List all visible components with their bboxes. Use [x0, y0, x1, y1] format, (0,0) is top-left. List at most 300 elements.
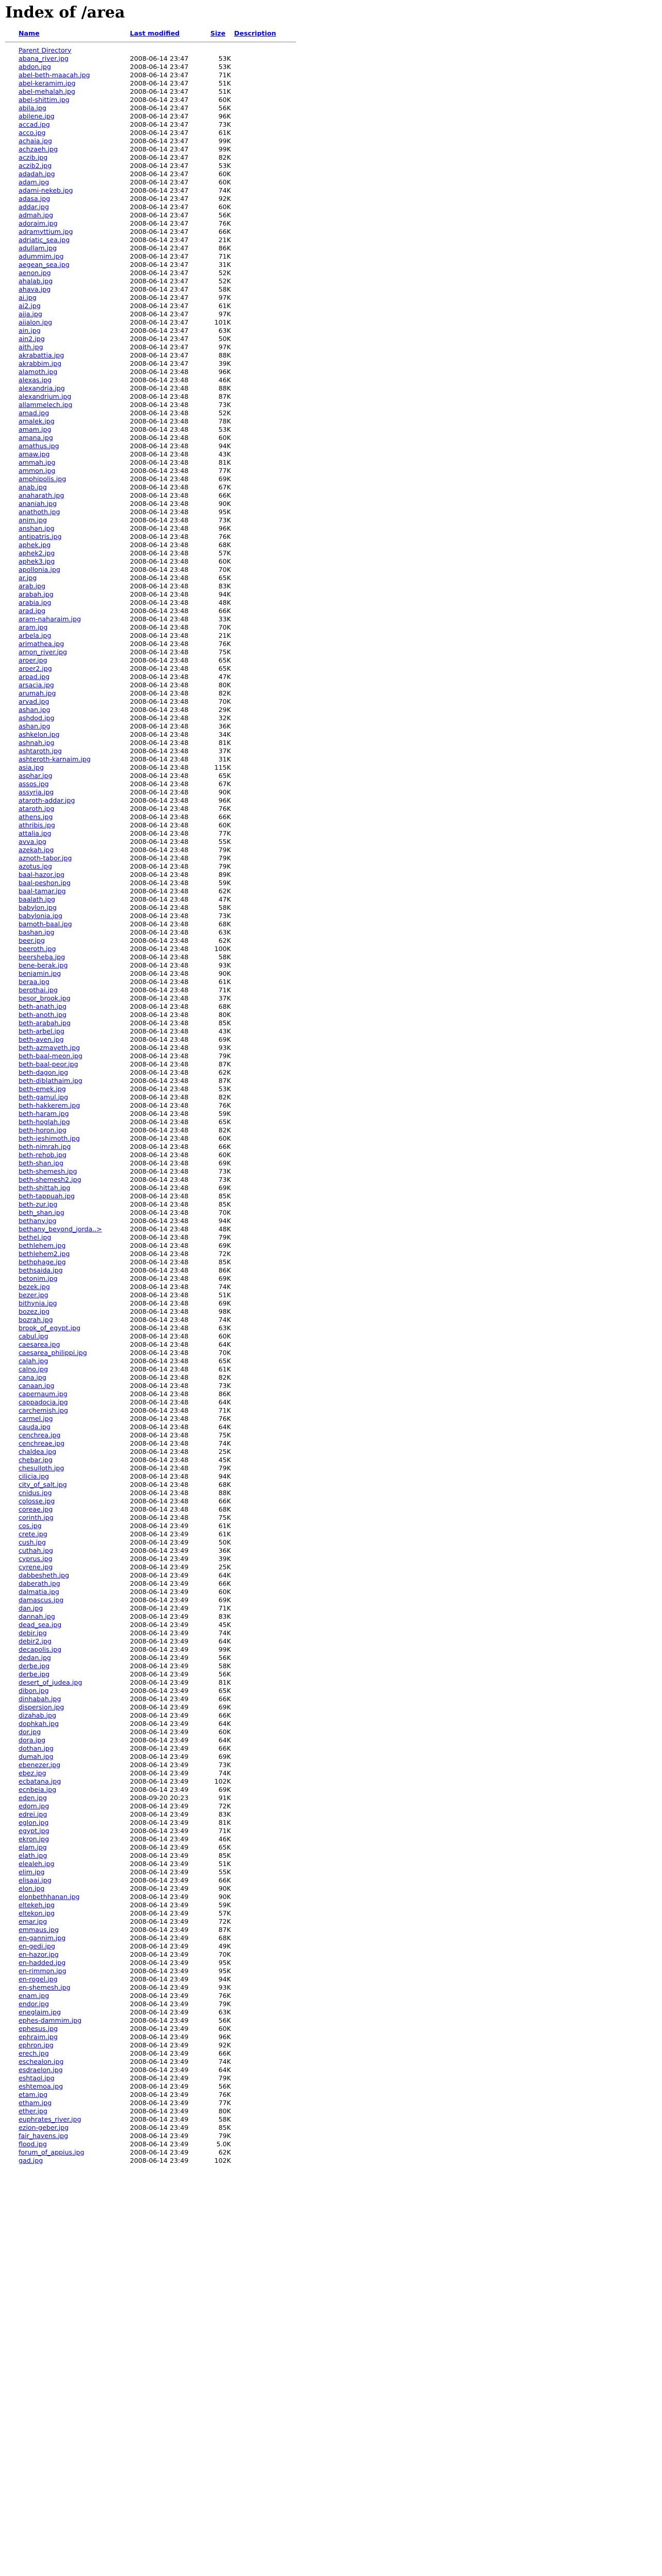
file-link[interactable]: beth-baal-peor.jpg	[19, 1060, 78, 1068]
file-link[interactable]: caesarea.jpg	[19, 1340, 60, 1348]
file-link[interactable]: amad.jpg	[19, 409, 49, 417]
file-link[interactable]: baal-peshon.jpg	[19, 878, 71, 887]
file-link[interactable]: beth-shittah.jpg	[19, 1183, 71, 1192]
file-link[interactable]: athribis.jpg	[19, 821, 55, 829]
file-link[interactable]: betonim.jpg	[19, 1274, 58, 1282]
file-link[interactable]: bithynia.jpg	[19, 1299, 57, 1307]
file-link[interactable]: anim.jpg	[19, 516, 47, 524]
file-link[interactable]: asia.jpg	[19, 763, 44, 771]
file-link[interactable]: anaharath.jpg	[19, 491, 64, 499]
file-link[interactable]: anshan.jpg	[19, 524, 55, 532]
file-link[interactable]: ebez.jpg	[19, 1769, 46, 1777]
file-link[interactable]: ar.jpg	[19, 573, 37, 582]
file-link[interactable]: city_of_salt.jpg	[19, 1480, 67, 1488]
file-link[interactable]: dor.jpg	[19, 1727, 41, 1736]
sort-by-name-link[interactable]: Name	[19, 29, 40, 37]
file-link[interactable]: arabia.jpg	[19, 598, 52, 606]
file-link[interactable]: etam.jpg	[19, 2090, 48, 2098]
file-link[interactable]: ashan.jpg	[19, 705, 51, 714]
file-link[interactable]: assos.jpg	[19, 779, 49, 788]
image-file-icon	[5, 1488, 19, 1497]
file-link[interactable]: asphar.jpg	[19, 771, 53, 779]
parent-directory-link[interactable]: Parent Directory	[19, 46, 72, 54]
file-link[interactable]: adramyttium.jpg	[19, 227, 73, 235]
file-link[interactable]: beth-gamul.jpg	[19, 1093, 69, 1101]
file-size: 45K	[218, 1620, 231, 1629]
file-link[interactable]: ephraim.jpg	[19, 2032, 58, 2041]
file-size: 63K	[218, 1324, 231, 1332]
file-link[interactable]: bashan.jpg	[19, 928, 55, 936]
file-link[interactable]: beth-haram.jpg	[19, 1109, 69, 1117]
file-link[interactable]: carmel.jpg	[19, 1414, 53, 1422]
file-description	[234, 2016, 299, 2024]
file-link[interactable]: bene-berak.jpg	[19, 961, 68, 969]
file-link[interactable]: ecbatana.jpg	[19, 1777, 61, 1785]
file-link[interactable]: ekron.jpg	[19, 1835, 49, 1843]
file-link[interactable]: abilene.jpg	[19, 112, 55, 120]
file-link[interactable]: bozrah.jpg	[19, 1315, 53, 1324]
file-link[interactable]: gad.jpg	[19, 2156, 43, 2164]
file-link[interactable]: en-rogel.jpg	[19, 1975, 58, 1983]
file-link[interactable]: aenon.jpg	[19, 268, 51, 277]
file-link[interactable]: beth-rehob.jpg	[19, 1150, 67, 1159]
file-link[interactable]: bezek.jpg	[19, 1282, 50, 1291]
file-link[interactable]: beth-horon.jpg	[19, 1126, 67, 1134]
file-size: 76K	[218, 1101, 231, 1109]
file-description	[234, 812, 299, 821]
file-link[interactable]: aram-naharaim.jpg	[19, 615, 81, 623]
file-link[interactable]: arab.jpg	[19, 582, 46, 590]
file-link[interactable]: aroer2.jpg	[19, 664, 52, 672]
file-link[interactable]: corinth.jpg	[19, 1513, 54, 1521]
image-file-icon	[5, 730, 19, 738]
file-last-modified: 2008-06-14 23:47	[130, 71, 189, 79]
file-link[interactable]: eden.jpg	[19, 1793, 47, 1802]
file-link[interactable]: bethsaida.jpg	[19, 1266, 63, 1274]
file-link[interactable]: brook_of_egypt.jpg	[19, 1324, 80, 1332]
file-link[interactable]: admah.jpg	[19, 211, 54, 219]
file-link[interactable]: beth-dagon.jpg	[19, 1068, 69, 1076]
file-link[interactable]: adummim.jpg	[19, 252, 64, 260]
file-link[interactable]: carchemish.jpg	[19, 1406, 68, 1414]
file-link[interactable]: eneglaim.jpg	[19, 2008, 61, 2016]
file-link[interactable]: amalek.jpg	[19, 417, 55, 425]
file-link[interactable]: besor_brook.jpg	[19, 994, 71, 1002]
file-link[interactable]: beth-diblathaim.jpg	[19, 1076, 82, 1084]
file-link[interactable]: ammah.jpg	[19, 458, 56, 466]
file-link[interactable]: beth-hoglah.jpg	[19, 1117, 70, 1126]
image-file-icon	[5, 1365, 19, 1373]
file-link[interactable]: beth-aven.jpg	[19, 1035, 64, 1043]
file-link[interactable]: erech.jpg	[19, 2049, 49, 2057]
file-link[interactable]: assyria.jpg	[19, 788, 54, 796]
file-link[interactable]: cenchreae.jpg	[19, 1439, 65, 1447]
file-link[interactable]: cuthah.jpg	[19, 1546, 54, 1554]
file-link[interactable]: beth-zur.jpg	[19, 1200, 58, 1208]
file-link[interactable]: beth_shan.jpg	[19, 1208, 64, 1216]
file-link[interactable]: amaw.jpg	[19, 450, 50, 458]
file-link[interactable]: achzaeh.jpg	[19, 145, 58, 153]
file-link[interactable]: amphipolis.jpg	[19, 474, 67, 483]
file-size: 67K	[218, 779, 231, 788]
file-link[interactable]: cappadocia.jpg	[19, 1398, 68, 1406]
file-link[interactable]: beth-baal-meon.jpg	[19, 1052, 82, 1060]
file-link[interactable]: abel-shittim.jpg	[19, 95, 70, 104]
file-link[interactable]: ether.jpg	[19, 2107, 47, 2115]
file-link[interactable]: beth-tappuah.jpg	[19, 1192, 75, 1200]
file-link[interactable]: ataroth-addar.jpg	[19, 796, 75, 804]
file-link[interactable]: acco.jpg	[19, 128, 46, 137]
file-link[interactable]: dinhabah.jpg	[19, 1694, 61, 1703]
file-link[interactable]: apollonia.jpg	[19, 565, 60, 573]
file-link[interactable]: dothan.jpg	[19, 1744, 54, 1752]
file-link[interactable]: ai2.jpg	[19, 301, 41, 310]
file-link[interactable]: damascus.jpg	[19, 1596, 64, 1604]
file-last-modified: 2008-06-14 23:48	[130, 1084, 189, 1093]
file-description	[234, 137, 299, 145]
file-link[interactable]: beth-arbel.jpg	[19, 1027, 64, 1035]
file-link[interactable]: ataroth.jpg	[19, 804, 55, 812]
file-row	[5, 763, 299, 771]
file-link[interactable]: allammelech.jpg	[19, 400, 73, 409]
file-link[interactable]: amana.jpg	[19, 433, 53, 442]
file-link[interactable]: abdon.jpg	[19, 62, 51, 71]
file-description	[234, 582, 299, 590]
file-link[interactable]: arsacia.jpg	[19, 681, 54, 689]
file-link[interactable]: chebar.jpg	[19, 1455, 53, 1464]
file-link[interactable]: dora.jpg	[19, 1736, 46, 1744]
file-link[interactable]: desert_of_judea.jpg	[19, 1678, 82, 1686]
file-link[interactable]: elisaai.jpg	[19, 1876, 52, 1884]
file-link[interactable]: ebenezer.jpg	[19, 1760, 61, 1769]
file-link[interactable]: arpad.jpg	[19, 672, 50, 681]
file-description	[234, 961, 299, 969]
file-link[interactable]: ashtaroth.jpg	[19, 747, 62, 755]
file-link[interactable]: bethany_beyond_jorda..>	[19, 1225, 102, 1233]
file-link[interactable]: dizahab.jpg	[19, 1711, 57, 1719]
file-link[interactable]: capernaum.jpg	[19, 1389, 68, 1398]
file-link[interactable]: akrabattia.jpg	[19, 351, 64, 359]
file-link[interactable]: cenchrea.jpg	[19, 1431, 61, 1439]
file-link[interactable]: abana_river.jpg	[19, 54, 69, 62]
file-link[interactable]: babylonia.jpg	[19, 911, 63, 920]
file-link[interactable]: beraa.jpg	[19, 977, 49, 986]
file-link[interactable]: dan.jpg	[19, 1604, 43, 1612]
file-link[interactable]: ephesus.jpg	[19, 2024, 58, 2032]
file-row	[5, 1868, 299, 1876]
file-link[interactable]: ashkelon.jpg	[19, 730, 60, 738]
file-link[interactable]: ephron.jpg	[19, 2041, 54, 2049]
file-link[interactable]: ezion-geber.jpg	[19, 2123, 69, 2131]
file-link[interactable]: adriatic_sea.jpg	[19, 235, 70, 244]
file-link[interactable]: dibon.jpg	[19, 1686, 49, 1694]
file-link[interactable]: baal-tamar.jpg	[19, 887, 66, 895]
file-link[interactable]: cabul.jpg	[19, 1332, 48, 1340]
file-link[interactable]: benjamin.jpg	[19, 969, 61, 977]
sort-by-size-link[interactable]: Size	[210, 29, 226, 37]
file-link[interactable]: amam.jpg	[19, 425, 52, 433]
file-link[interactable]: ephes-dammim.jpg	[19, 2016, 82, 2024]
file-link[interactable]: adami-nekeb.jpg	[19, 186, 73, 194]
file-link[interactable]: en-hadded.jpg	[19, 1958, 66, 1967]
file-row	[5, 557, 299, 565]
file-link[interactable]: cnidus.jpg	[19, 1488, 52, 1497]
file-link[interactable]: elath.jpg	[19, 1851, 47, 1859]
file-link[interactable]: edrei.jpg	[19, 1810, 47, 1818]
file-link[interactable]: arabah.jpg	[19, 590, 54, 598]
file-link[interactable]: amathus.jpg	[19, 442, 59, 450]
file-link[interactable]: beth-shemesh2.jpg	[19, 1175, 81, 1183]
file-link[interactable]: anathoth.jpg	[19, 507, 60, 516]
file-link[interactable]: eltekeh.jpg	[19, 1901, 55, 1909]
file-link[interactable]: azekah.jpg	[19, 845, 54, 854]
file-link[interactable]: baal-hazor.jpg	[19, 870, 64, 878]
file-link[interactable]: edom.jpg	[19, 1802, 49, 1810]
file-link[interactable]: ahalab.jpg	[19, 277, 53, 285]
file-link[interactable]: en-hazor.jpg	[19, 1950, 59, 1958]
file-link[interactable]: emar.jpg	[19, 1917, 47, 1925]
file-link[interactable]: beth-nimrah.jpg	[19, 1142, 71, 1150]
file-link[interactable]: aijalon.jpg	[19, 318, 53, 326]
file-link[interactable]: dead_sea.jpg	[19, 1620, 62, 1629]
file-link[interactable]: aphek3.jpg	[19, 557, 55, 565]
file-link[interactable]: arbela.jpg	[19, 631, 52, 639]
file-link[interactable]: enam.jpg	[19, 1991, 49, 1999]
file-link[interactable]: aphek2.jpg	[19, 549, 55, 557]
file-link[interactable]: colosse.jpg	[19, 1497, 55, 1505]
file-link[interactable]: eshtaol.jpg	[19, 2074, 55, 2082]
file-link[interactable]: aphek.jpg	[19, 540, 51, 549]
file-link[interactable]: egypt.jpg	[19, 1826, 49, 1835]
file-link[interactable]: beth-shemesh.jpg	[19, 1167, 77, 1175]
file-link[interactable]: dispersion.jpg	[19, 1703, 64, 1711]
file-link[interactable]: anab.jpg	[19, 483, 47, 491]
file-link[interactable]: calno.jpg	[19, 1365, 48, 1373]
file-link[interactable]: bethel.jpg	[19, 1233, 52, 1241]
page-title: Index of /area	[5, 4, 125, 22]
file-link[interactable]: derbe.jpg	[19, 1670, 50, 1678]
file-last-modified: 2008-06-14 23:49	[130, 1554, 189, 1563]
file-link[interactable]: bamoth-baal.jpg	[19, 920, 72, 928]
file-link[interactable]: abel-beth-maacah.jpg	[19, 71, 90, 79]
file-row	[5, 62, 299, 71]
file-link[interactable]: ashteroth-karnaim.jpg	[19, 755, 91, 763]
file-link[interactable]: baalath.jpg	[19, 895, 56, 903]
file-link[interactable]: aith.jpg	[19, 343, 43, 351]
file-row	[5, 870, 299, 878]
file-link[interactable]: bethlehem.jpg	[19, 1241, 66, 1249]
file-link[interactable]: crete.jpg	[19, 1530, 47, 1538]
file-link[interactable]: adoraim.jpg	[19, 219, 58, 227]
file-link[interactable]: endor.jpg	[19, 1999, 49, 2008]
file-link[interactable]: coreae.jpg	[19, 1505, 53, 1513]
file-link[interactable]: en-gannim.jpg	[19, 1934, 66, 1942]
file-link[interactable]: ahava.jpg	[19, 285, 51, 293]
file-link[interactable]: dalmatia.jpg	[19, 1587, 59, 1596]
file-link[interactable]: aroer.jpg	[19, 656, 47, 664]
file-link[interactable]: babylon.jpg	[19, 903, 57, 911]
file-link[interactable]: ashdod.jpg	[19, 714, 55, 722]
file-link[interactable]: bezer.jpg	[19, 1291, 48, 1299]
file-link[interactable]: adadah.jpg	[19, 170, 55, 178]
file-link[interactable]: arnon_river.jpg	[19, 648, 68, 656]
file-link[interactable]: elim.jpg	[19, 1868, 45, 1876]
file-link[interactable]: bethphage.jpg	[19, 1258, 66, 1266]
file-row	[5, 1373, 299, 1381]
file-link[interactable]: beth-arabah.jpg	[19, 1019, 71, 1027]
file-link[interactable]: fair_havens.jpg	[19, 2131, 69, 2140]
file-row	[5, 549, 299, 557]
file-size: 78K	[218, 417, 231, 425]
file-link[interactable]: chaldea.jpg	[19, 1447, 57, 1455]
file-link[interactable]: aram.jpg	[19, 623, 48, 631]
file-link[interactable]: aczib2.jpg	[19, 161, 52, 170]
file-row	[5, 1587, 299, 1596]
file-link[interactable]: abel-mehalah.jpg	[19, 87, 75, 95]
file-link[interactable]: adam.jpg	[19, 178, 49, 186]
file-link[interactable]: bethlehem2.jpg	[19, 1249, 70, 1258]
file-link[interactable]: bethany.jpg	[19, 1216, 57, 1225]
file-link[interactable]: ananiah.jpg	[19, 499, 57, 507]
file-link[interactable]: dumah.jpg	[19, 1752, 54, 1760]
file-link[interactable]: derbe.jpg	[19, 1662, 50, 1670]
file-link[interactable]: dabbesheth.jpg	[19, 1571, 70, 1579]
file-size: 53K	[218, 54, 231, 62]
file-link[interactable]: forum_of_appius.jpg	[19, 2148, 85, 2156]
file-last-modified: 2008-06-14 23:49	[130, 1884, 189, 1892]
image-file-icon	[5, 697, 19, 705]
file-link[interactable]: accad.jpg	[19, 120, 50, 128]
file-link[interactable]: azotus.jpg	[19, 862, 53, 870]
file-link[interactable]: athens.jpg	[19, 812, 53, 821]
file-link[interactable]: aczib.jpg	[19, 153, 48, 161]
file-link[interactable]: canaan.jpg	[19, 1381, 55, 1389]
image-file-icon	[5, 1035, 19, 1043]
file-link[interactable]: elonbethhanan.jpg	[19, 1892, 80, 1901]
file-link[interactable]: ecnbeia.jpg	[19, 1785, 57, 1793]
file-link[interactable]: eltekon.jpg	[19, 1909, 55, 1917]
file-size: 97K	[218, 310, 231, 318]
file-link[interactable]: cana.jpg	[19, 1373, 46, 1381]
file-link[interactable]: eschealon.jpg	[19, 2057, 64, 2065]
file-link[interactable]: cyprus.jpg	[19, 1554, 53, 1563]
file-link[interactable]: debir2.jpg	[19, 1637, 52, 1645]
file-link[interactable]: beer.jpg	[19, 936, 45, 944]
file-link[interactable]: ashnah.jpg	[19, 738, 55, 747]
sort-by-description-link[interactable]: Description	[234, 29, 276, 37]
file-link[interactable]: beth-emek.jpg	[19, 1084, 66, 1093]
file-link[interactable]: antipatris.jpg	[19, 532, 62, 540]
file-link[interactable]: dedan.jpg	[19, 1653, 51, 1662]
file-link[interactable]: euphrates_river.jpg	[19, 2115, 81, 2123]
file-link[interactable]: dannah.jpg	[19, 1612, 55, 1620]
file-link[interactable]: ai.jpg	[19, 293, 37, 301]
file-link[interactable]: beth-hakkerem.jpg	[19, 1101, 80, 1109]
file-description	[234, 1727, 299, 1736]
sort-by-last-modified-link[interactable]: Last modified	[130, 29, 180, 37]
file-link[interactable]: en-gedi.jpg	[19, 1942, 55, 1950]
file-link[interactable]: chesulloth.jpg	[19, 1464, 64, 1472]
file-link[interactable]: abila.jpg	[19, 104, 46, 112]
file-link[interactable]: ammon.jpg	[19, 466, 56, 474]
file-link[interactable]: beth-jeshimoth.jpg	[19, 1134, 80, 1142]
file-link[interactable]: etham.jpg	[19, 2098, 52, 2107]
file-link[interactable]: dophkah.jpg	[19, 1719, 59, 1727]
file-link[interactable]: beth-anath.jpg	[19, 1002, 67, 1010]
file-link[interactable]: attalia.jpg	[19, 829, 52, 837]
file-link[interactable]: abel-keramim.jpg	[19, 79, 76, 87]
file-row	[5, 1093, 299, 1101]
file-link[interactable]: ashan.jpg	[19, 722, 51, 730]
file-link[interactable]: achaia.jpg	[19, 137, 53, 145]
file-link[interactable]: cos.jpg	[19, 1521, 42, 1530]
file-link[interactable]: caesarea_philippi.jpg	[19, 1348, 87, 1357]
file-link[interactable]: esdraelon.jpg	[19, 2065, 63, 2074]
file-link[interactable]: en-shemesh.jpg	[19, 1983, 71, 1991]
file-link[interactable]: en-rimmon.jpg	[19, 1967, 67, 1975]
file-link[interactable]: beth-shan.jpg	[19, 1159, 63, 1167]
file-link[interactable]: ain2.jpg	[19, 334, 45, 343]
file-link[interactable]: decapolis.jpg	[19, 1645, 62, 1653]
file-link[interactable]: daberath.jpg	[19, 1579, 60, 1587]
file-link[interactable]: elealeh.jpg	[19, 1859, 55, 1868]
file-last-modified: 2008-06-14 23:48	[130, 1109, 189, 1117]
file-link[interactable]: arad.jpg	[19, 606, 46, 615]
file-link[interactable]: beth-azmaveth.jpg	[19, 1043, 80, 1052]
file-link[interactable]: adasa.jpg	[19, 194, 51, 202]
file-link[interactable]: addar.jpg	[19, 202, 49, 211]
file-size: 69K	[218, 1299, 231, 1307]
file-last-modified: 2008-06-14 23:49	[130, 1703, 189, 1711]
file-link[interactable]: arimathea.jpg	[19, 639, 64, 648]
file-link[interactable]: berothai.jpg	[19, 986, 58, 994]
file-link[interactable]: alexandrium.jpg	[19, 392, 72, 400]
file-link[interactable]: adullam.jpg	[19, 244, 57, 252]
file-link[interactable]: alexandria.jpg	[19, 384, 65, 392]
file-link[interactable]: ain.jpg	[19, 326, 41, 334]
file-link[interactable]: debir.jpg	[19, 1629, 47, 1637]
file-link[interactable]: bozez.jpg	[19, 1307, 50, 1315]
file-last-modified: 2008-06-14 23:48	[130, 417, 189, 425]
file-link[interactable]: cilicia.jpg	[19, 1472, 49, 1480]
file-link[interactable]: calah.jpg	[19, 1357, 48, 1365]
file-link[interactable]: beeroth.jpg	[19, 944, 56, 953]
file-link[interactable]: eshtemoa.jpg	[19, 2082, 63, 2090]
file-row	[5, 928, 299, 936]
file-link[interactable]: aegean_sea.jpg	[19, 260, 70, 268]
file-link[interactable]: arumah.jpg	[19, 689, 56, 697]
file-link[interactable]: akrabbim.jpg	[19, 359, 62, 367]
file-link[interactable]: beersheba.jpg	[19, 953, 65, 961]
file-link[interactable]: cush.jpg	[19, 1538, 46, 1546]
file-link[interactable]: elon.jpg	[19, 1884, 45, 1892]
file-link[interactable]: alexas.jpg	[19, 376, 52, 384]
file-link[interactable]: elam.jpg	[19, 1843, 47, 1851]
file-link[interactable]: alamoth.jpg	[19, 367, 58, 376]
file-size: 37K	[218, 747, 231, 755]
file-link[interactable]: aznoth-tabor.jpg	[19, 854, 72, 862]
file-link[interactable]: aija.jpg	[19, 310, 42, 318]
file-link[interactable]: eglon.jpg	[19, 1818, 49, 1826]
file-link[interactable]: cauda.jpg	[19, 1422, 51, 1431]
file-link[interactable]: arvad.jpg	[19, 697, 49, 705]
file-link[interactable]: cyrene.jpg	[19, 1563, 53, 1571]
file-link[interactable]: avva.jpg	[19, 837, 46, 845]
file-link[interactable]: emmaus.jpg	[19, 1925, 59, 1934]
file-link[interactable]: flood.jpg	[19, 2140, 47, 2148]
file-link[interactable]: beth-anoth.jpg	[19, 1010, 67, 1019]
image-file-icon	[5, 779, 19, 788]
